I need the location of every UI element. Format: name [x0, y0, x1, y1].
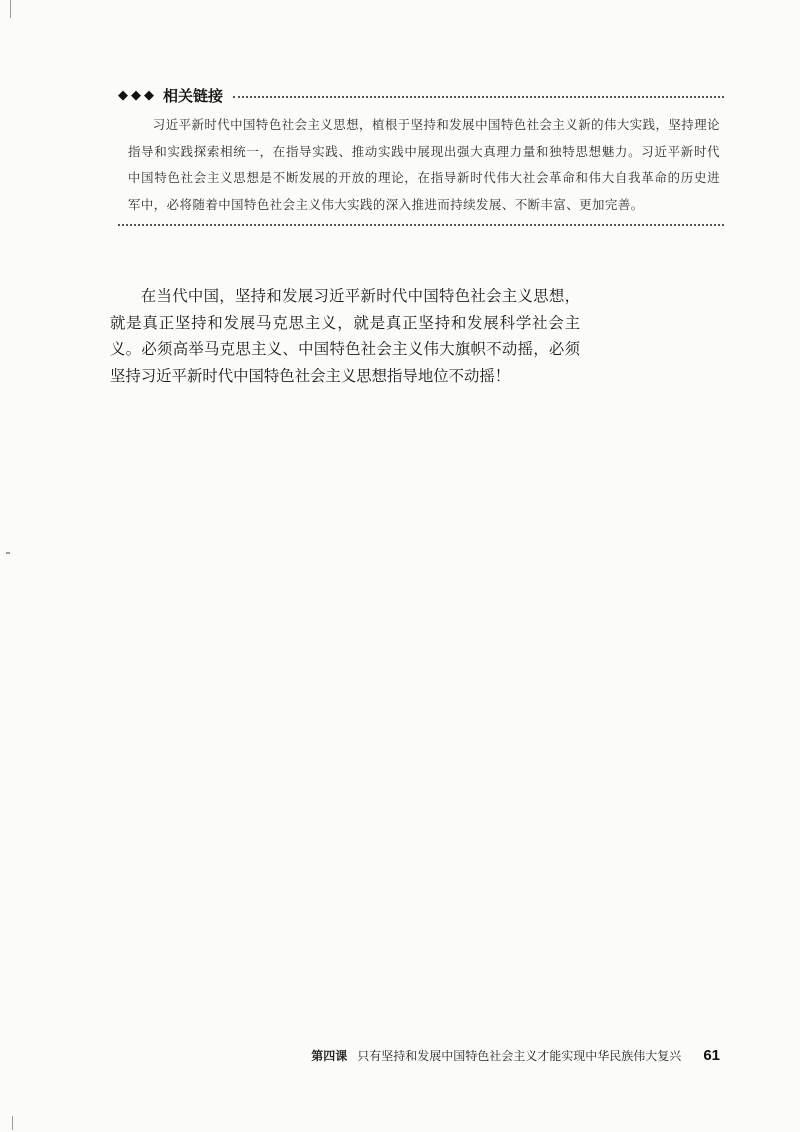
related-links-header	[118, 82, 724, 108]
main-paragraph: 在当代中国，坚持和发展习近平新时代中国特色社会主义思想，就是真正坚持和发展马克思主义，就是真正坚持和发展科学社会主义。必须高举马克思主义、中国特色社会主义伟大旗帜不动摇，必须坚持习近平新时代中国特色社会主义思想指导地位不动摇！	[110, 287, 580, 385]
scan-edge-mark-bottom	[12, 1116, 13, 1130]
page-footer	[300, 1044, 720, 1066]
scan-edge-mark-top	[10, 0, 11, 18]
dotted-divider-bottom	[118, 224, 724, 226]
related-links-title: 相关链接	[163, 86, 224, 105]
lesson-title: 只有坚持和发展中国特色社会主义才能实现中华民族伟大复兴	[357, 1048, 682, 1063]
lesson-label: 第四课	[311, 1048, 348, 1063]
dotted-divider-top	[233, 96, 724, 98]
page-number: 61	[703, 1046, 720, 1064]
related-links-box	[118, 82, 724, 226]
related-links-text: 习近平新时代中国特色社会主义思想，植根于坚持和发展中国特色社会主义新的伟大实践，坚持理论指导和实践探索相统一，在指导实践、推动实践中展现出强大真理力量和独特思想魅力。习近平新时代中国特色社会主义思想是不断发展的开放的理论，在指导新时代伟大社会革命和伟大自我革命的历史进军中，必将随着中国特色社会主义伟大实践的深入推进而持续发展、不断丰富、更加完善。	[128, 117, 720, 212]
diamond-bullets-icon: ◆◆◆	[118, 87, 157, 103]
scan-edge-mark-middle	[6, 552, 10, 554]
